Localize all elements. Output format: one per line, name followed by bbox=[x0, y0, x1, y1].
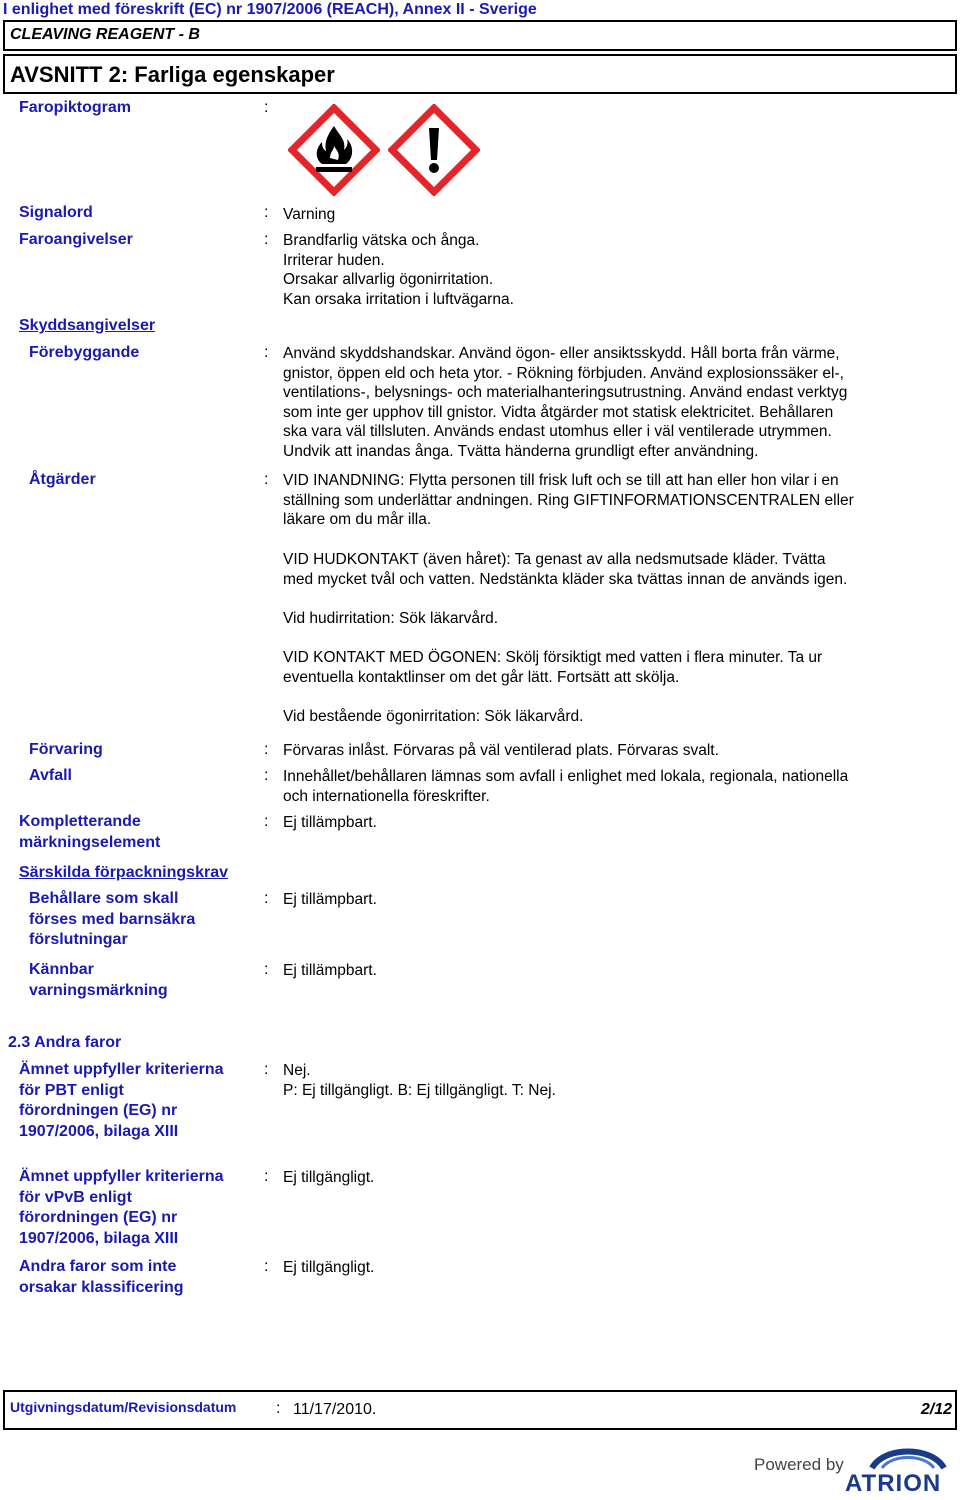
supplemental-value: Ej tillämpbart. bbox=[283, 814, 377, 831]
revision-date-value: 11/17/2010. bbox=[293, 1401, 377, 1418]
storage-value: Förvaras inlåst. Förvaras på väl ventilerad plats. Förvaras svalt. bbox=[283, 742, 719, 759]
section-title: AVSNITT 2: Farliga egenskaper bbox=[3, 54, 957, 94]
page-number: 2/12 bbox=[920, 1401, 952, 1418]
response-skin: VID HUDKONTAKT (även håret): Ta genast av alla nedsmutsade kläder. Tvätta med mycket tvål och vatten. Nedstänkta kläder ska tvättas innan de används igen. bbox=[283, 551, 848, 588]
exclamation-pictogram-icon bbox=[388, 104, 480, 196]
revision-date-label: Utgivningsdatum/Revisionsdatum bbox=[10, 1399, 237, 1415]
colon: : bbox=[264, 344, 269, 361]
powered-by-text: Powered by bbox=[754, 1455, 844, 1474]
colon: : bbox=[264, 1258, 269, 1275]
regulation-header: I enlighet med föreskrift (EC) nr 1907/2006 (REACH), Annex II - Sverige bbox=[3, 1, 537, 18]
hazard-statements-value: Brandfarlig vätska och ånga. Irriterar huden. Orsakar allvarlig ögonirritation. Kan orsaka irritation i luftvägarna. bbox=[283, 232, 514, 308]
other-hazards-label: Andra faror som inte orsakar klassificering bbox=[19, 1258, 184, 1296]
response-eye-irritation: Vid bestående ögonirritation: Sök läkarvård. bbox=[283, 708, 584, 725]
child-resistant-label: Behållare som skall förses med barnsäkra förslutningar bbox=[29, 890, 196, 948]
colon: : bbox=[264, 890, 269, 907]
pbt-value: Nej. P: Ej tillgängligt. B: Ej tillgängligt. T: Nej. bbox=[283, 1062, 556, 1099]
other-hazards-value: Ej tillgängligt. bbox=[283, 1259, 375, 1276]
prevention-value: Använd skyddshandskar. Använd ögon- eller ansiktsskydd. Håll borta från värme, gnistor, öppen eld och heta ytor. - Rökning förbjuden. Använd explosionssäker el-, ventilations-, belysnings- och materialhanteringsutrustning. Använd endast verktyg som inte ger upphov till gnistor. Vidta åtgärder mot statisk elektricitet. Behållaren ska vara väl tillsluten. Används endast utomhus eller i väl ventilerade utrymmen. Undvik att inandas ånga. Tvätta händerna grundligt efter användning. bbox=[283, 345, 848, 460]
colon: : bbox=[276, 1400, 281, 1417]
supplemental-label: Kompletterande märkningselement bbox=[19, 813, 161, 851]
hazard-statements-label: Faroangivelser bbox=[19, 231, 133, 248]
pictogram-label: Faropiktogram bbox=[19, 99, 132, 116]
prevention-label: Förebyggande bbox=[29, 344, 140, 361]
other-hazards-heading: 2.3 Andra faror bbox=[8, 1034, 122, 1051]
colon: : bbox=[264, 471, 269, 488]
flame-pictogram-icon bbox=[288, 104, 380, 196]
colon: : bbox=[264, 204, 269, 221]
vpvb-value: Ej tillgängligt. bbox=[283, 1169, 375, 1186]
colon: : bbox=[264, 231, 269, 248]
signal-word-value: Varning bbox=[283, 206, 336, 223]
response-eyes: VID KONTAKT MED ÖGONEN: Skölj försiktigt med vatten i flera minuter. Ta ur eventuella kontaktlinser om det går lätt. Fortsätt att skölja. bbox=[283, 649, 823, 686]
tactile-warning-value: Ej tillämpbart. bbox=[283, 962, 377, 979]
child-resistant-value: Ej tillämpbart. bbox=[283, 891, 377, 908]
colon: : bbox=[264, 961, 269, 978]
storage-label: Förvaring bbox=[29, 741, 103, 758]
vpvb-label: Ämnet uppfyller kriterierna för vPvB enligt förordningen (EG) nr 1907/2006, bilaga XIII bbox=[19, 1168, 224, 1247]
tactile-warning-label: Kännbar varningsmärkning bbox=[29, 961, 168, 999]
product-name: CLEAVING REAGENT - B bbox=[3, 20, 957, 51]
colon: : bbox=[264, 1061, 269, 1078]
colon: : bbox=[264, 99, 269, 116]
disposal-value: Innehållet/behållaren lämnas som avfall i enlighet med lokala, regionala, nationella och internationella föreskrifter. bbox=[283, 768, 849, 805]
colon: : bbox=[264, 741, 269, 758]
brand-logo: ATRION bbox=[845, 1470, 942, 1497]
response-skin-irritation: Vid hudirritation: Sök läkarvård. bbox=[283, 610, 499, 627]
brand-arc-icon bbox=[868, 1440, 948, 1470]
colon: : bbox=[264, 813, 269, 830]
signal-word-label: Signalord bbox=[19, 204, 93, 221]
packaging-heading: Särskilda förpackningskrav bbox=[19, 864, 228, 881]
disposal-label: Avfall bbox=[29, 767, 72, 784]
colon: : bbox=[264, 1168, 269, 1185]
response-label: Åtgärder bbox=[29, 471, 96, 488]
pbt-label: Ämnet uppfyller kriterierna för PBT enligt förordningen (EG) nr 1907/2006, bilaga XIII bbox=[19, 1061, 224, 1140]
precautionary-heading: Skyddsangivelser bbox=[19, 317, 156, 334]
response-inhalation: VID INANDNING: Flytta personen till frisk luft och se till att han eller hon vilar i en ställning som underlättar andningen. Ring GIFTINFORMATIONSCENTRALEN eller läkare om du mår illa. bbox=[283, 472, 854, 528]
colon: : bbox=[264, 767, 269, 784]
